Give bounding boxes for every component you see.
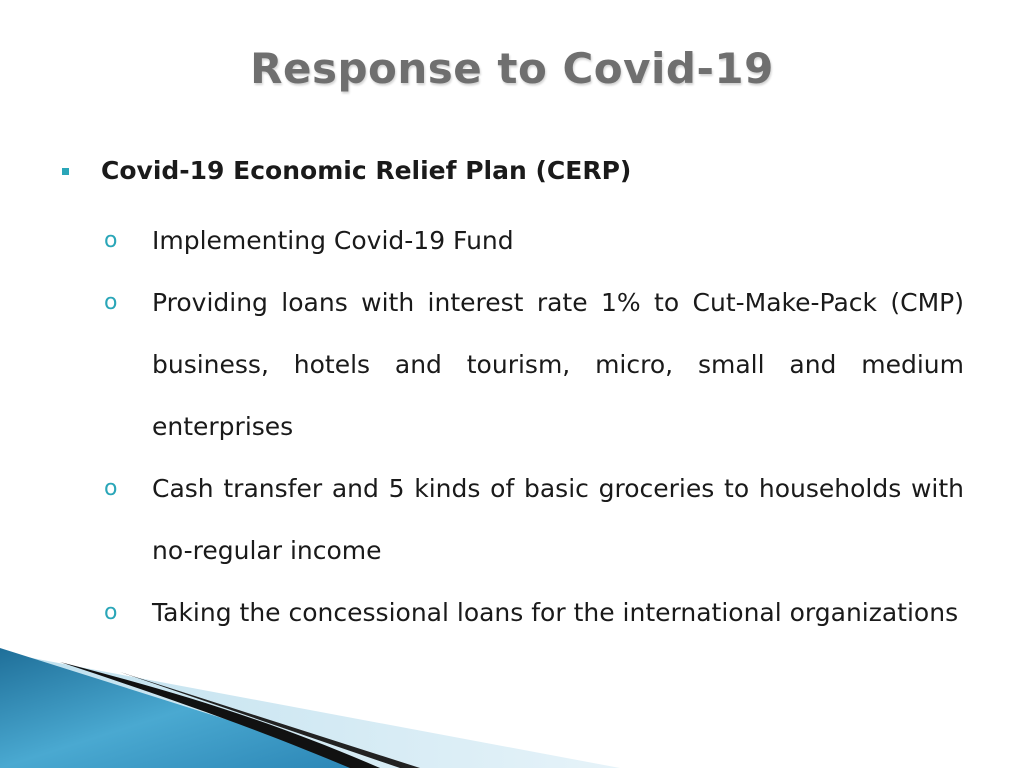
list-item xyxy=(104,582,964,644)
sub-bullet-text: Implementing Covid-19 Fund xyxy=(152,226,514,255)
list-item xyxy=(104,210,964,272)
sub-bullet-text: Taking the concessional loans for the international organizations xyxy=(152,598,959,627)
list-item xyxy=(104,458,964,582)
list-item xyxy=(104,272,964,458)
main-bullet-text: Covid-19 Economic Relief Plan (CERP) xyxy=(101,156,632,185)
circle-bullet-icon: o xyxy=(104,228,118,253)
sub-bullet-list xyxy=(104,210,964,644)
swoosh-blue-band xyxy=(0,648,380,768)
circle-bullet-icon: o xyxy=(104,600,118,625)
swoosh-dark-thin xyxy=(120,672,420,768)
sub-bullet-text: Cash transfer and 5 kinds of basic groceries to households with no-regular income xyxy=(152,474,964,565)
swoosh-light-band xyxy=(0,652,620,768)
circle-bullet-icon: o xyxy=(104,290,118,315)
main-bullet xyxy=(62,152,962,190)
swoosh-dark-band xyxy=(60,662,380,768)
sub-bullet-text: Providing loans with interest rate 1% to Cut-Make-Pack (CMP) business, hotels and tourism, micro, small and medium enterprises xyxy=(152,288,964,441)
circle-bullet-icon: o xyxy=(104,476,118,501)
square-bullet-icon xyxy=(62,168,69,175)
slide-title: Response to Covid-19 xyxy=(250,44,774,93)
